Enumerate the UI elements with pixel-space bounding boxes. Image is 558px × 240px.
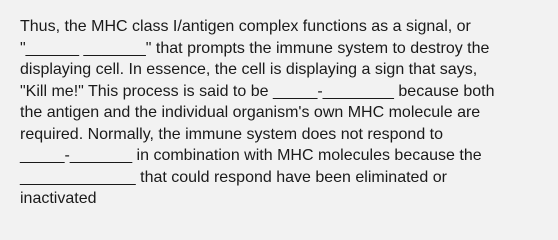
text-line-3: displaying cell. In essence, the cell is displaying a sign that says, — [20, 61, 478, 78]
text-line-2: "______ _______" that prompts the immune system to destroy the — [20, 39, 490, 57]
text-line-8: _____________ that could respond have been eliminated or — [20, 168, 447, 186]
text-line-7: _____-_______ in combination with MHC molecules because the — [20, 147, 482, 164]
text-line-1: Thus, the MHC class I/antigen complex functions as a signal, or — [20, 18, 471, 35]
text-line-4: "Kill me!" This process is said to be _____-________ because both — [20, 82, 495, 100]
text-line-5: the antigen and the individual organism's own MHC molecule are — [20, 104, 481, 121]
text-line-6: required. Normally, the immune system does not respond to — [20, 125, 444, 143]
text-line-9: inactivated — [20, 190, 97, 207]
